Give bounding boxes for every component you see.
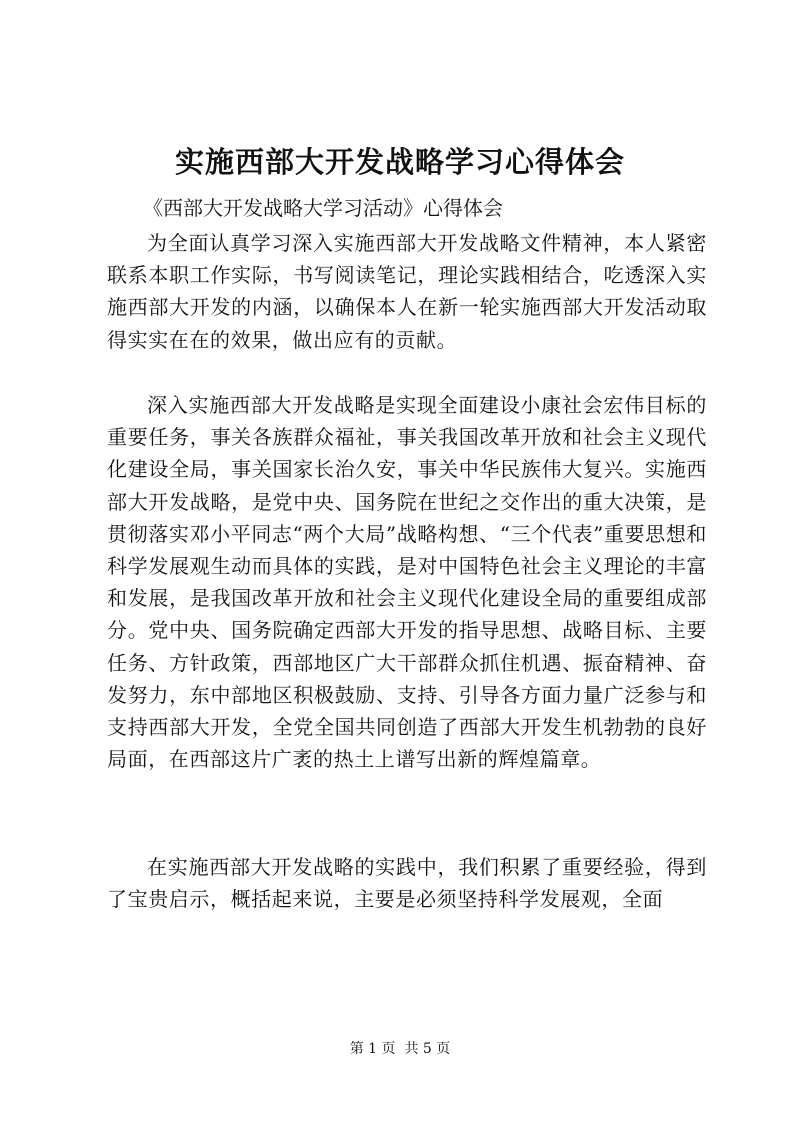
body-paragraph-2: 深入实施西部大开发战略是实现全面建设小康社会宏伟目标的重要任务，事关各族群众福祉，事关我国改革开放和社会主义现代化建设全局，事关国家长治久安，事关中华民族伟大复兴。实施西部大开发战略，是党中央、国务院在世纪之交作出的重大决策，是贯彻落实邓小平同志“两个大局”战略构想、“三个代表”重要思想和科学发展观生动而具体的实践，是对中国特色社会主义理论的丰富和发展，是我国改革开放和社会主义现代化建设全局的重要组成部分。党中央、国务院确定西部大开发的指导思想、战略目标、主要任务、方针政策，西部地区广大干部群众抓住机遇、振奋精神、奋发努力，东中部地区积极鼓励、支持、引导各方面力量广泛参与和支持西部大开发，全党全国共同创造了西部大开发生机勃勃的良好局面，在西部这片广袤的热土上谱写出新的辉煌篇章。 (107, 393, 707, 772)
body-paragraph-3: 在实施西部大开发战略的实践中，我们积累了重要经验，得到了宝贵启示，概括起来说，主要是必须坚持科学发展观，全面 (107, 855, 707, 912)
body-paragraph-1: 为全面认真学习深入实施西部大开发战略文件精神，本人紧密联系本职工作实际，书写阅读笔记，理论实践相结合，吃透深入实施西部大开发的内涵，以确保本人在新一轮实施西部大开发活动取得实实在在的效果，做出应有的贡献。 (107, 231, 707, 352)
page-number-footer: 第 1 页 共 5 页 (349, 1041, 451, 1057)
page-title: 实施西部大开发战略学习心得体会 (174, 145, 625, 179)
document-subtitle: 《西部大开发战略大学习活动》心得体会 (143, 196, 503, 220)
